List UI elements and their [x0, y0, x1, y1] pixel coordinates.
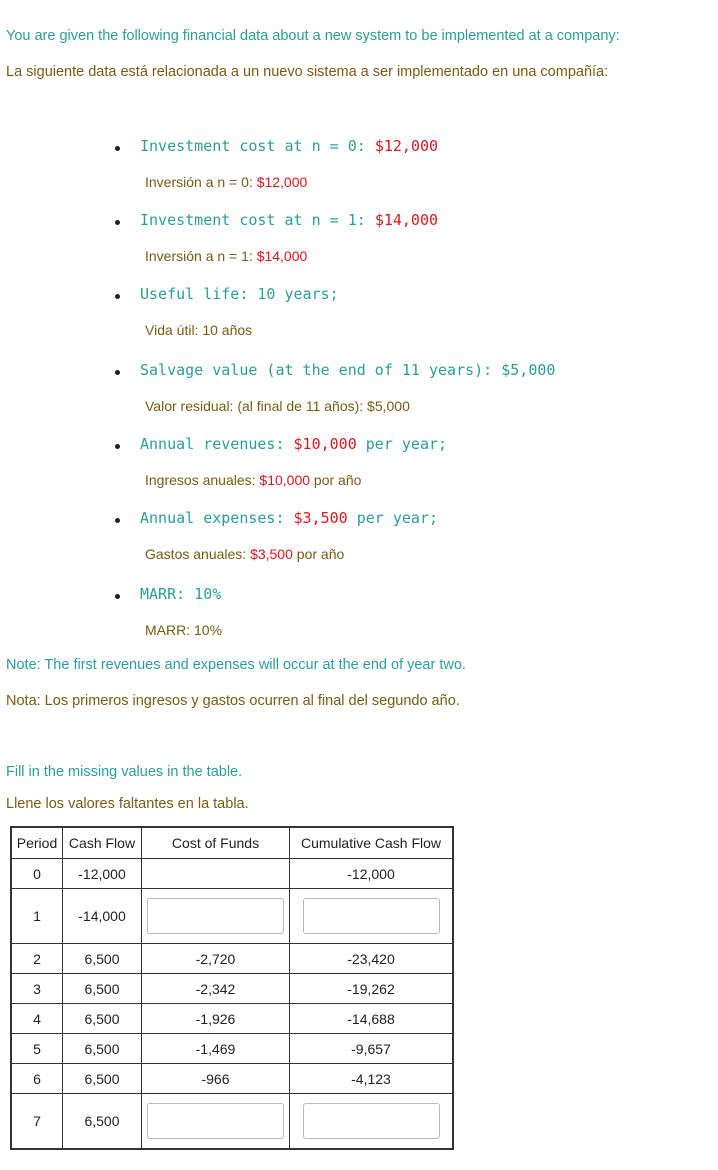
bullet-dot-icon — [115, 594, 120, 599]
instruction-english: Fill in the missing values in the table. — [6, 764, 243, 780]
cell-period: 7 — [11, 1094, 63, 1150]
cumulative-cash-flow-input[interactable] — [303, 898, 440, 934]
cost-of-funds-input[interactable] — [147, 1103, 284, 1139]
cell-cost-of-funds: -2,342 — [142, 974, 290, 1004]
bullet-text-english: Annual expenses: $3,500 per year; — [140, 509, 439, 527]
bullet-dot-icon — [115, 444, 120, 449]
cell-cost-of-funds: -1,926 — [142, 1004, 290, 1034]
cell-cash-flow: 6,500 — [63, 944, 142, 974]
table-row — [11, 1064, 453, 1094]
bullet-text-english: Investment cost at n = 0: $12,000 — [140, 137, 439, 155]
bullet-text-spanish: Valor residual: (al final de 11 años): $5,000 — [145, 398, 410, 414]
bullet-text-english: MARR: 10% — [140, 585, 222, 603]
cell-cash-flow: 6,500 — [63, 1004, 142, 1034]
cell-cumulative-cash-flow: -12,000 — [290, 859, 454, 889]
bullet-text-spanish: Inversión a n = 0: $12,000 — [145, 174, 308, 190]
bullet-text-spanish: Ingresos anuales: $10,000 por año — [145, 472, 362, 488]
bullet-dot-icon — [115, 518, 120, 523]
cell-period: 5 — [11, 1034, 63, 1064]
bullet-dot-icon — [115, 146, 120, 151]
bullet-text-english: Annual revenues: $10,000 per year; — [140, 435, 448, 453]
cell-period: 4 — [11, 1004, 63, 1034]
bullet-dot-icon — [115, 294, 120, 299]
cell-cumulative-cash-flow — [290, 889, 454, 944]
bullet-text-english: Investment cost at n = 1: $14,000 — [140, 211, 439, 229]
cell-cumulative-cash-flow: -14,688 — [290, 1004, 454, 1034]
header-cash-flow: Cash Flow — [63, 827, 142, 859]
cell-cumulative-cash-flow: -19,262 — [290, 974, 454, 1004]
cell-cash-flow: 6,500 — [63, 974, 142, 1004]
bullet-dot-icon — [115, 220, 120, 225]
header-cost-of-funds: Cost of Funds — [142, 827, 290, 859]
cell-cost-of-funds — [142, 859, 290, 889]
note-english: Note: The first revenues and expenses will occur at the end of year two. — [6, 657, 466, 673]
cell-cost-of-funds: -2,720 — [142, 944, 290, 974]
cell-cash-flow: 6,500 — [63, 1034, 142, 1064]
bullet-dot-icon — [115, 370, 120, 375]
cell-cash-flow: -12,000 — [63, 859, 142, 889]
cost-of-funds-input[interactable] — [147, 898, 284, 934]
intro-english: You are given the following financial data about a new system to be implemented at a company: — [6, 28, 620, 44]
cumulative-cash-flow-input[interactable] — [303, 1103, 440, 1139]
cell-cost-of-funds — [142, 889, 290, 944]
cell-cost-of-funds: -966 — [142, 1064, 290, 1094]
table-row — [11, 859, 453, 889]
table-row — [11, 889, 453, 944]
table-row — [11, 1004, 453, 1034]
cell-period: 1 — [11, 889, 63, 944]
bullet-text-english: Useful life: 10 years; — [140, 285, 339, 303]
cell-period: 0 — [11, 859, 63, 889]
cell-cost-of-funds: -1,469 — [142, 1034, 290, 1064]
cell-period: 3 — [11, 974, 63, 1004]
cell-cost-of-funds — [142, 1094, 290, 1150]
cell-cash-flow: 6,500 — [63, 1064, 142, 1094]
cell-cumulative-cash-flow: -23,420 — [290, 944, 454, 974]
table-row — [11, 974, 453, 1004]
table-row — [11, 1034, 453, 1064]
header-period: Period — [11, 827, 63, 859]
header-cumulative-cash-flow: Cumulative Cash Flow — [290, 827, 454, 859]
cash-flow-table — [10, 826, 454, 1150]
cell-cumulative-cash-flow: -9,657 — [290, 1034, 454, 1064]
cell-period: 2 — [11, 944, 63, 974]
bullet-text-spanish: Vida útil: 10 años — [145, 322, 253, 338]
bullet-text-spanish: Gastos anuales: $3,500 por año — [145, 546, 345, 562]
cell-cash-flow: 6,500 — [63, 1094, 142, 1150]
note-spanish: Nota: Los primeros ingresos y gastos ocurren al final del segundo año. — [6, 693, 460, 709]
bullet-text-spanish: Inversión a n = 1: $14,000 — [145, 248, 308, 264]
table-header-row — [11, 827, 453, 859]
instruction-spanish: Llene los valores faltantes en la tabla. — [6, 796, 249, 812]
cell-cumulative-cash-flow — [290, 1094, 454, 1150]
bullet-text-english: Salvage value (at the end of 11 years): $5,000 — [140, 361, 556, 379]
table-row — [11, 1094, 453, 1150]
intro-spanish: La siguiente data está relacionada a un nuevo sistema a ser implementado en una compañía: — [6, 64, 609, 80]
cell-cash-flow: -14,000 — [63, 889, 142, 944]
cell-period: 6 — [11, 1064, 63, 1094]
cell-cumulative-cash-flow: -4,123 — [290, 1064, 454, 1094]
table-row — [11, 944, 453, 974]
bullet-text-spanish: MARR: 10% — [145, 622, 223, 638]
